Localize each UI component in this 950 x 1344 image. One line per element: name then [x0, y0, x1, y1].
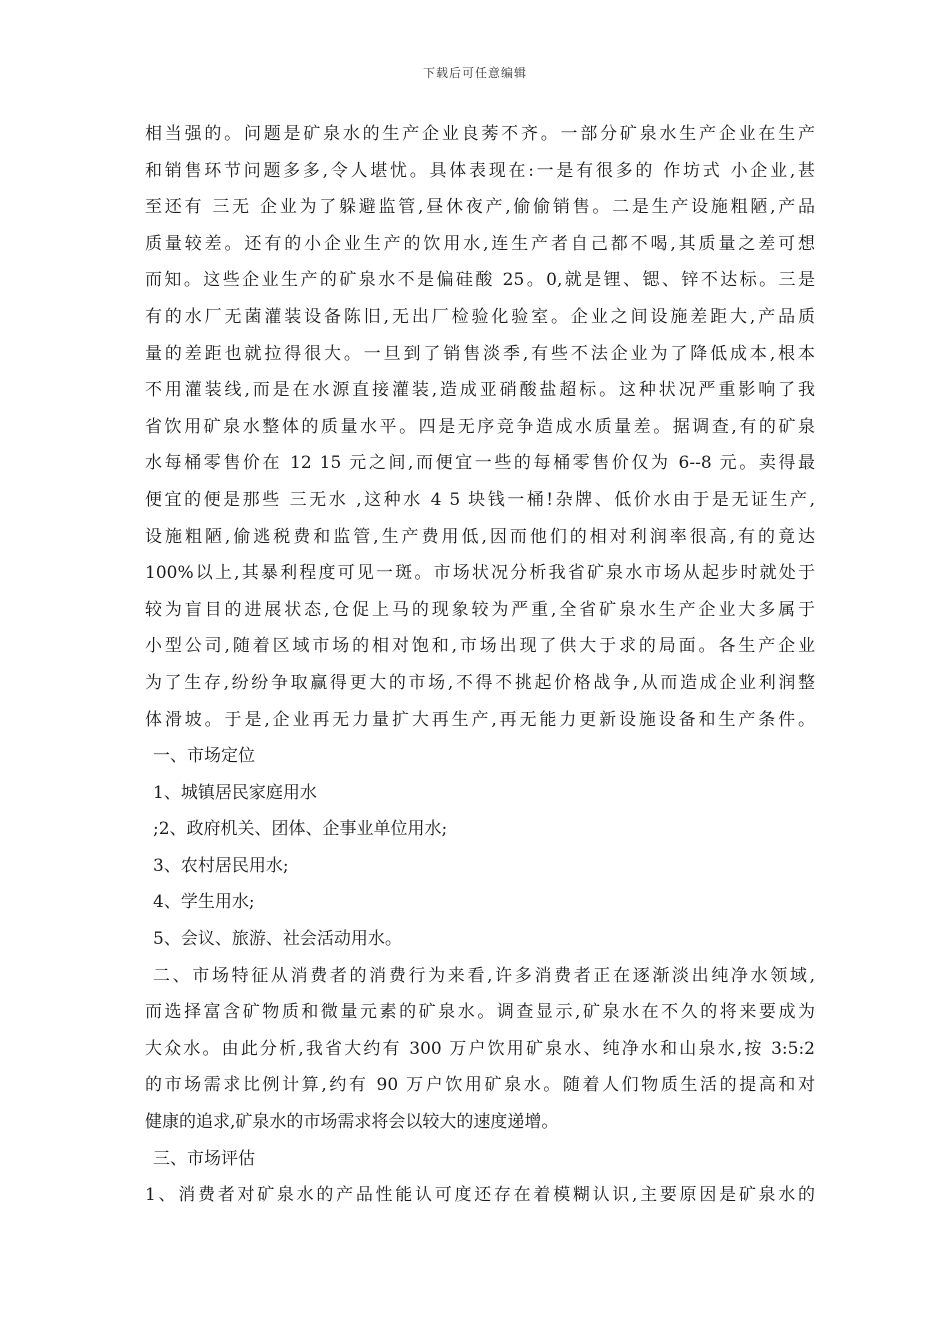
list-item: 1、城镇居民家庭用水: [153, 782, 317, 803]
paragraph-line: 体滑坡。于是,企业再无力量扩大再生产,再无能力更新设施设备和生产条件。: [145, 709, 815, 730]
paragraph-line: 和销售环节问题多多,令人堪忧。具体表现在:一是有很多的 作坊式 小企业,甚: [145, 160, 815, 181]
paragraph-line: 大众水。由此分析,我省大约有 300 万户饮用矿泉水、纯净水和山泉水,按 3:5:2: [145, 1038, 815, 1059]
list-item: ;2、政府机关、团体、企事业单位用水;: [153, 819, 448, 840]
paragraph-line: 相当强的。问题是矿泉水的生产企业良莠不齐。一部分矿泉水生产企业在生产: [145, 124, 815, 144]
paragraph-line: 健康的追求,矿泉水的市场需求将会以较大的速度递增。: [145, 1112, 559, 1133]
paragraph-line: 有的水厂无菌灌装设备陈旧,无出厂检验化验室。企业之间设施差距大,产品质: [145, 306, 815, 327]
list-item: 3、农村居民用水;: [153, 855, 289, 876]
paragraph-line: 较为盲目的进展状态,仓促上马的现象较为严重,全省矿泉水生产企业大多属于: [145, 599, 815, 620]
paragraph-line: 水每桶零售价在 12 15 元之间,而便宜一些的每桶零售价仅为 6--8 元。卖得最: [145, 453, 815, 474]
paragraph-line: 的市场需求比例计算,约有 90 万户饮用矿泉水。随着人们物质生活的提高和对: [145, 1075, 815, 1096]
list-item: 4、学生用水;: [153, 892, 255, 913]
list-item: 5、会议、旅游、社会活动用水。: [153, 929, 402, 950]
paragraph-line: 小型公司,随着区域市场的相对饱和,市场出现了供大于求的局面。各生产企业: [145, 636, 815, 657]
paragraph-line: 100%以上,其暴利程度可见一斑。市场状况分析我省矿泉水市场从起步时就处于: [145, 563, 815, 584]
section-heading: 二、市场特征从消费者的消费行为来看,许多消费者正在逐渐淡出纯净水领域,: [153, 965, 815, 986]
paragraph-line: 1、消费者对矿泉水的产品性能认可度还存在着模糊认识,主要原因是矿泉水的: [145, 1185, 815, 1206]
paragraph-line: 量的差距也就拉得很大。一旦到了销售淡季,有些不法企业为了降低成本,根本: [145, 343, 815, 364]
section-heading: 一、市场定位: [153, 746, 255, 767]
paragraph-line: 不用灌装线,而是在水源直接灌装,造成亚硝酸盐超标。这种状况严重影响了我: [145, 380, 815, 401]
paragraph-line: 而知。这些企业生产的矿泉水不是偏硅酸 25。0,就是锂、锶、锌不达标。三是: [145, 270, 815, 291]
paragraph-line: 便宜的便是那些 三无水 ,这种水 4 5 块钱一桶!杂牌、低价水由于是无证生产,: [145, 489, 815, 510]
paragraph-line: 为了生存,纷纷争取赢得更大的市场,不得不挑起价格战争,从而造成企业利润整: [145, 672, 815, 693]
paragraph-line: 质量较差。还有的小企业生产的饮用水,连生产者自己都不喝,其质量之差可想: [145, 233, 815, 254]
page-header: 下载后可任意编辑: [422, 66, 527, 80]
paragraph-line: 至还有 三无 企业为了躲避监管,昼休夜产,偷偷销售。二是生产设施粗陋,产品: [145, 197, 815, 218]
paragraph-line: 省饮用矿泉水整体的质量水平。四是无序竞争造成水质量差。据调查,有的矿泉: [145, 416, 815, 437]
paragraph-line: 设施粗陋,偷逃税费和监管,生产费用低,因而他们的相对利润率很高,有的竟达: [145, 526, 815, 547]
document-body: [145, 116, 815, 1214]
paragraph-line: 而选择富含矿物质和微量元素的矿泉水。调查显示,矿泉水在不久的将来要成为: [145, 1002, 815, 1023]
section-heading: 三、市场评估: [153, 1148, 255, 1169]
